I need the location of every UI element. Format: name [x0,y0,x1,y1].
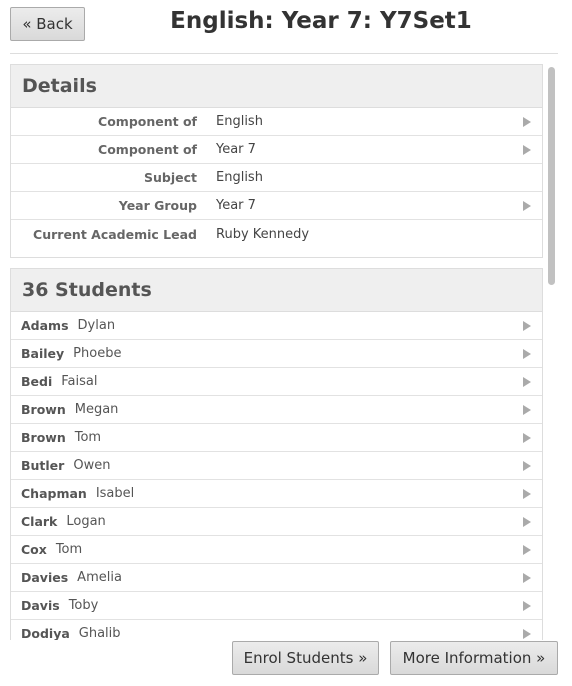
detail-value: English [216,114,263,129]
student-surname: Bedi [21,374,53,389]
chevron-right-icon [523,545,531,555]
details-panel [10,64,543,258]
scrollbar-thumb[interactable] [548,67,555,285]
header-divider [10,53,558,54]
student-forename: Ghalib [78,626,121,640]
content-scroll-area[interactable] [10,64,558,640]
detail-label: Subject [144,170,197,185]
student-forename: Toby [68,598,99,613]
back-button[interactable]: « Back [10,7,85,41]
student-forename: Amelia [77,570,122,585]
chevron-right-icon [523,433,531,443]
student-surname: Brown [21,402,66,417]
student-row[interactable] [11,620,542,640]
chevron-right-icon [523,117,531,127]
details-list [11,108,542,249]
student-surname: Bailey [21,346,65,361]
details-heading: Details [11,65,542,108]
more-information-button[interactable]: More Information » [390,641,558,675]
students-panel [10,268,543,640]
chevron-right-icon [523,145,531,155]
detail-label: Component of [98,114,197,129]
student-surname: Davies [21,570,69,585]
enrol-students-button[interactable]: Enrol Students » [232,641,379,675]
student-row[interactable] [11,340,542,368]
chevron-right-icon [523,349,531,359]
student-row[interactable] [11,368,542,396]
chevron-right-icon [523,405,531,415]
detail-label: Component of [98,142,197,157]
detail-label: Year Group [118,198,197,213]
scrollbar[interactable] [545,64,558,640]
student-forename: Isabel [95,486,135,501]
detail-value: Year 7 [216,198,256,213]
student-forename: Logan [66,514,106,529]
student-surname: Dodiya [21,626,70,640]
chevron-right-icon [523,489,531,499]
student-forename: Owen [73,458,111,473]
detail-value: Year 7 [216,142,256,157]
chevron-right-icon [523,321,531,331]
content [10,64,543,640]
chevron-right-icon [523,201,531,211]
student-row[interactable] [11,508,542,536]
student-row[interactable] [11,592,542,620]
student-surname: Cox [21,542,47,557]
student-surname: Davis [21,598,60,613]
student-forename: Phoebe [73,346,122,361]
chevron-right-icon [523,377,531,387]
student-row[interactable] [11,312,542,340]
detail-value: Ruby Kennedy [216,227,310,242]
student-row[interactable] [11,396,542,424]
chevron-right-icon [523,601,531,611]
student-surname: Adams [21,318,69,333]
student-forename: Megan [74,402,119,417]
students-list [11,312,542,640]
chevron-right-icon [523,517,531,527]
student-forename: Tom [55,542,83,557]
student-surname: Brown [21,430,66,445]
student-surname: Chapman [21,486,87,501]
detail-row [11,220,542,249]
detail-row [11,164,542,192]
chevron-right-icon [523,573,531,583]
chevron-right-icon [523,461,531,471]
detail-value: English [216,170,263,185]
students-heading: 36 Students [11,269,542,312]
student-forename: Dylan [77,318,116,333]
student-row[interactable] [11,564,542,592]
student-surname: Clark [21,514,58,529]
student-row[interactable] [11,536,542,564]
student-row[interactable] [11,424,542,452]
page-title: English: Year 7: Y7Set1 [170,8,472,34]
chevron-right-icon [523,629,531,639]
detail-row[interactable] [11,192,542,220]
student-surname: Butler [21,458,65,473]
detail-label: Current Academic Lead [33,227,197,242]
student-forename: Tom [74,430,102,445]
student-row[interactable] [11,452,542,480]
student-row[interactable] [11,480,542,508]
detail-row[interactable] [11,136,542,164]
page-header [0,0,572,54]
student-forename: Faisal [61,374,98,389]
detail-row[interactable] [11,108,542,136]
